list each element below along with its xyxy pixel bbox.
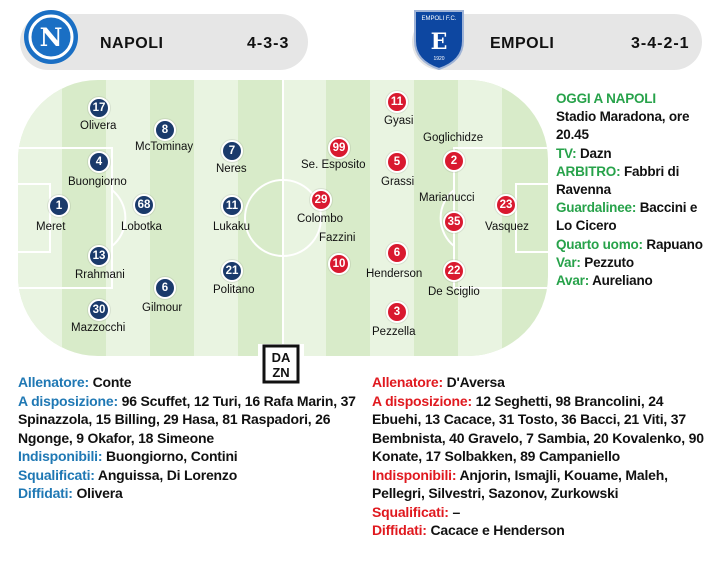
away-formation: 3-4-2-1 bbox=[631, 35, 690, 52]
referee-line: ARBITRO: Fabbri di Ravenna bbox=[556, 163, 680, 198]
player-name: Mazzocchi bbox=[71, 322, 126, 334]
home-formation: 4-3-3 bbox=[247, 35, 290, 52]
away-coach: Allenatore: D'Aversa bbox=[372, 374, 505, 390]
svg-text:ZN: ZN bbox=[272, 365, 290, 380]
home-player-1 bbox=[36, 195, 70, 233]
home-player-21 bbox=[213, 260, 255, 296]
home-player-13 bbox=[75, 245, 125, 281]
home-bench: A disposizione: 96 Scuffet, 12 Turi, 16 Rafa Marin, 37 Spinazzola, 15 Billing, 29 Hasa, 81 Raspadori, 26 Ngonge, 9 Okafor, 18 Simeone bbox=[18, 392, 356, 446]
away-bench: A disposizione: 12 Seghetti, 98 Brancolini, 24 Ebuehi, 13 Cacace, 31 Tosto, 36 Bacci, 21 Viti, 37 Bembnista, 40 Gravelo, 7 Sambia, 20 Kovalenko, 90 Konate, 17 Solbakken, 89 Campaniello bbox=[372, 392, 704, 464]
home-coach: Allenatore: Conte bbox=[18, 374, 132, 390]
away-player-29 bbox=[297, 189, 344, 225]
home-player-7 bbox=[216, 140, 247, 175]
player-name: Se. Esposito bbox=[301, 159, 366, 171]
player-name: Henderson bbox=[366, 268, 423, 280]
tv-line: TV: Dazn bbox=[556, 145, 612, 161]
away-player-11 bbox=[384, 91, 414, 127]
player-number: 4 bbox=[88, 151, 110, 173]
away-warned: Diffidati: Cacace e Henderson bbox=[372, 522, 565, 538]
player-name: McTominay bbox=[135, 141, 194, 153]
player-name: Neres bbox=[216, 163, 247, 175]
player-name: Pezzella bbox=[372, 326, 416, 338]
player-number: 17 bbox=[88, 97, 110, 119]
empoli-crest-icon bbox=[411, 5, 467, 71]
player-name: Goglichidze bbox=[423, 132, 484, 144]
away-player-23 bbox=[485, 194, 529, 233]
player-name: De Sciglio bbox=[428, 286, 480, 298]
match-heading: OGGI A NAPOLI bbox=[556, 91, 656, 106]
player-name: Meret bbox=[36, 221, 66, 233]
svg-text:1920: 1920 bbox=[433, 56, 445, 62]
home-player-68 bbox=[121, 194, 162, 233]
away-player-10 bbox=[319, 232, 356, 275]
svg-text:N: N bbox=[39, 23, 63, 52]
home-warned: Diffidati: Olivera bbox=[18, 485, 123, 501]
away-player-2 bbox=[423, 132, 484, 172]
away-unavailable: Indisponibili: Anjorin, Ismajli, Kouame, Maleh, Pellegri, Silvestri, Sazonov, Zurkowski bbox=[372, 466, 668, 501]
player-number: 99 bbox=[328, 137, 350, 159]
player-number: 11 bbox=[221, 195, 243, 217]
player-number: 1 bbox=[48, 195, 70, 217]
player-number: 35 bbox=[443, 211, 465, 233]
home-suspended: Squalificati: Anguissa, Di Lorenzo bbox=[18, 466, 238, 483]
player-number: 6 bbox=[386, 242, 408, 264]
player-name: Grassi bbox=[381, 176, 415, 188]
player-number: 7 bbox=[221, 140, 243, 162]
player-name: Lobotka bbox=[121, 221, 162, 233]
linesmen-line: Guardalinee: Baccini e Lo Cicero bbox=[556, 200, 698, 234]
player-name: Buongiorno bbox=[68, 176, 127, 188]
home-unavailable: Indisponibili: Buongiorno, Contini bbox=[18, 448, 238, 464]
player-number: 22 bbox=[443, 260, 465, 282]
napoli-crest-icon bbox=[22, 8, 80, 66]
player-name: Fazzini bbox=[319, 232, 356, 244]
player-number: 3 bbox=[386, 301, 408, 323]
player-number: 23 bbox=[495, 194, 517, 216]
svg-text:EMPOLI F.C.: EMPOLI F.C. bbox=[421, 16, 457, 22]
home-player-4 bbox=[68, 151, 127, 188]
player-number: 6 bbox=[154, 277, 176, 299]
player-number: 5 bbox=[386, 151, 408, 173]
player-number: 29 bbox=[310, 189, 332, 211]
match-info bbox=[556, 90, 706, 290]
away-player-5 bbox=[381, 151, 415, 188]
svg-text:DA: DA bbox=[271, 350, 291, 365]
home-team-name: NAPOLI bbox=[100, 35, 164, 52]
player-number: 11 bbox=[386, 91, 408, 113]
player-name: Gilmour bbox=[142, 302, 183, 314]
away-player-22 bbox=[428, 260, 480, 298]
home-player-11 bbox=[213, 195, 251, 233]
home-player-6 bbox=[142, 277, 183, 314]
away-team-name: EMPOLI bbox=[490, 35, 555, 52]
home-player-8 bbox=[135, 119, 194, 153]
away-player-3 bbox=[372, 301, 416, 338]
player-number: 30 bbox=[88, 299, 110, 321]
player-number: 68 bbox=[133, 194, 155, 216]
player-number: 10 bbox=[328, 253, 350, 275]
player-name: Lukaku bbox=[213, 221, 251, 233]
away-suspended: Squalificati: – bbox=[372, 503, 461, 520]
player-name: Politano bbox=[213, 284, 255, 296]
away-player-6 bbox=[366, 242, 423, 280]
home-player-30 bbox=[71, 299, 126, 334]
away-player-35 bbox=[419, 192, 475, 233]
away-player-99 bbox=[301, 137, 366, 171]
player-name: Marianucci bbox=[419, 192, 475, 204]
away-details bbox=[372, 373, 706, 540]
home-player-17 bbox=[80, 97, 117, 132]
var-line: Var: Pezzuto bbox=[556, 254, 634, 270]
player-number: 8 bbox=[154, 119, 176, 141]
player-number: 21 bbox=[221, 260, 243, 282]
pitch bbox=[18, 80, 548, 356]
venue: Stadio Maradona, ore 20.45 bbox=[556, 109, 690, 143]
avar-line: Avar: Aureliano bbox=[556, 273, 653, 289]
player-name: Gyasi bbox=[384, 115, 414, 127]
player-number: 2 bbox=[443, 150, 465, 172]
fourth-official-line: Quarto uomo: Rapuano bbox=[556, 236, 703, 252]
home-details bbox=[18, 373, 363, 503]
player-name: Rrahmani bbox=[75, 269, 125, 281]
player-name: Colombo bbox=[297, 213, 344, 225]
player-name: Vasquez bbox=[485, 221, 529, 233]
svg-text:E: E bbox=[430, 29, 448, 55]
player-name: Olivera bbox=[80, 120, 117, 132]
player-number: 13 bbox=[88, 245, 110, 267]
